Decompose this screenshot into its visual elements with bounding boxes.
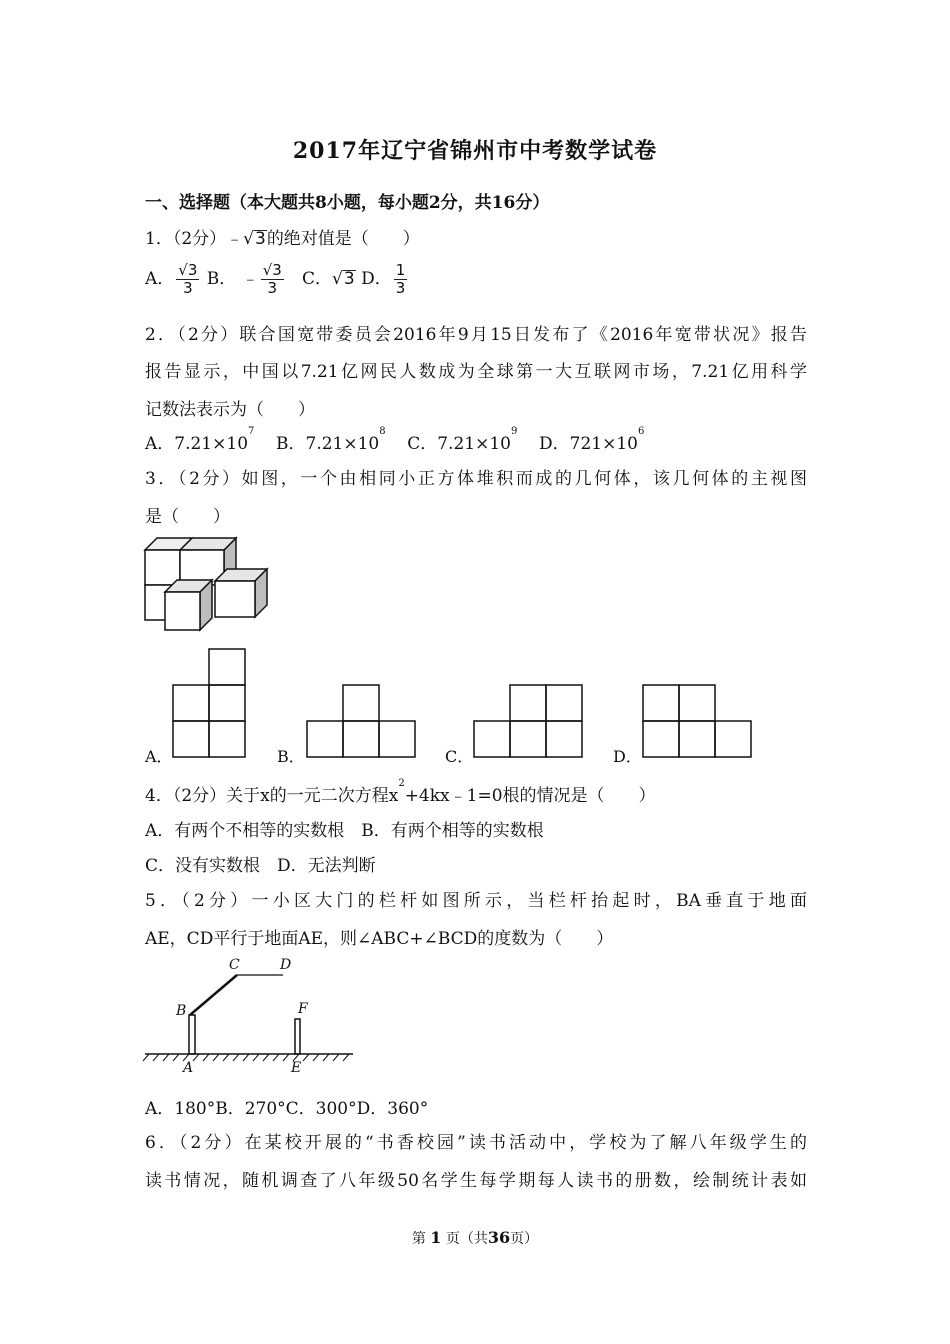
q1-option-d-label: D．: [361, 269, 392, 289]
sqrt-symbol: √3: [243, 229, 266, 249]
q1-stem-post: 的绝对值是（ ）: [266, 229, 420, 249]
q3-option-a-label: A．: [145, 747, 173, 766]
question-2-options: [145, 426, 645, 454]
question-3-line-1: 3．（2分）如图，一个由相同小正方体堆积而成的几何体，该几何体的主视图: [145, 469, 807, 489]
question-5-options: A．180°B．270°C．300°D．360°: [145, 1099, 429, 1119]
q1-option-a-label: A．: [145, 269, 175, 289]
q1-a-num: 3: [187, 261, 198, 279]
q3-option-a-figure: [172, 648, 247, 758]
q1-option-c-sqrt: √3: [332, 269, 355, 289]
q1-d-den: 3: [395, 279, 406, 297]
question-1-stem: [145, 224, 420, 249]
point-label-d: D: [280, 957, 292, 973]
footer-total-pages: 36: [487, 1228, 511, 1247]
q3-cube-stack-figure: [140, 535, 275, 635]
point-label-f: F: [298, 1001, 308, 1017]
q1-b-num: 3: [272, 261, 282, 279]
q1-option-b-sign: ﹣: [241, 269, 259, 289]
question-5-line-2: AE，CD平行于地面AE，则∠ABC+∠BCD的度数为（ ）: [145, 929, 614, 949]
q2-option-c: C．7.21×10: [407, 434, 511, 454]
question-4-stem: [145, 778, 656, 806]
q1-c-radicand: 3: [343, 269, 355, 289]
footer-mid: 页（共: [445, 1231, 488, 1247]
question-2-line-1: 2．（2分）联合国宽带委员会2016年9月15日发布了《2016年宽带状况》报告: [145, 325, 807, 345]
question-6-line-1: 6．（2分）在某校开展的“书香校园”读书活动中，学校为了解八年级学生的: [145, 1133, 807, 1153]
q2-option-b-exp: 8: [379, 426, 386, 437]
footer-page-number: 1: [430, 1228, 442, 1247]
page-footer: [0, 1228, 950, 1248]
q5-gate-figure: [143, 955, 358, 1077]
q4-stem-exp: 2: [398, 778, 405, 789]
q1-a-den: 3: [183, 279, 193, 297]
q1-option-b-label: B．: [206, 269, 237, 289]
q1-d-num: 1: [395, 261, 406, 279]
q1-option-a-fraction: $\frac{√3}{3}$: [178, 261, 198, 297]
section-heading: 一、选择题（本大题共8小题，每小题2分，共16分）: [145, 193, 550, 213]
q3-option-b-label: B．: [277, 747, 305, 766]
q1-radicand: 3: [254, 229, 266, 249]
q3-option-b-figure: [306, 684, 418, 758]
q2-option-a-exp: 7: [248, 426, 255, 437]
question-3-line-2: 是（ ）: [145, 507, 230, 527]
q1-option-d-fraction: [394, 262, 408, 297]
q3-option-c-figure: [473, 684, 585, 758]
point-label-a: A: [183, 1060, 194, 1076]
q2-option-d-exp: 6: [637, 426, 645, 437]
q2-option-b: B．7.21×10: [276, 434, 380, 454]
question-2-line-3: 记数法表示为（ ）: [145, 400, 315, 420]
q3-option-d-figure: [642, 684, 754, 758]
point-label-c: C: [229, 957, 240, 973]
question-6-line-2: 读书情况，随机调查了八年级50名学生每学期每人读书的册数，绘制统计表如: [145, 1171, 807, 1191]
q1-stem-pre: 1．（2分）﹣: [145, 229, 244, 249]
q1-b-den: 3: [267, 279, 278, 297]
question-4-options-1: A．有两个不相等的实数根 B．有两个相等的实数根: [145, 821, 544, 841]
q2-option-c-exp: 9: [511, 426, 518, 437]
point-label-e: E: [291, 1060, 302, 1076]
page-title: 2017年辽宁省锦州市中考数学试卷: [292, 138, 658, 164]
q3-option-c-label: C．: [445, 747, 474, 766]
question-4-options-2: C．没有实数根 D．无法判断: [145, 856, 376, 876]
q3-option-d-label: D．: [613, 747, 642, 766]
footer-post: 页）: [510, 1231, 539, 1247]
q4-stem-pre: 4．（2分）关于x的一元二次方程x: [145, 786, 399, 806]
question-5-line-1: 5．（2分）一小区大门的栏杆如图所示，当栏杆抬起时，BA垂直于地面: [145, 891, 807, 911]
question-2-line-2: 报告显示，中国以7.21亿网民人数成为全球第一大互联网市场，7.21亿用科学: [145, 362, 807, 382]
q1-option-c-label: C．: [302, 269, 333, 289]
q4-stem-post: +4kx﹣1=0根的情况是（ ）: [404, 786, 656, 806]
footer-pre: 第: [411, 1231, 426, 1247]
q2-option-d: D．721×10: [539, 434, 638, 454]
point-label-b: B: [176, 1003, 187, 1019]
question-1-options: [145, 262, 409, 297]
q1-option-b-fraction: $\frac{√3}{3}$: [262, 261, 282, 297]
q2-option-a: A．7.21×10: [145, 434, 249, 454]
